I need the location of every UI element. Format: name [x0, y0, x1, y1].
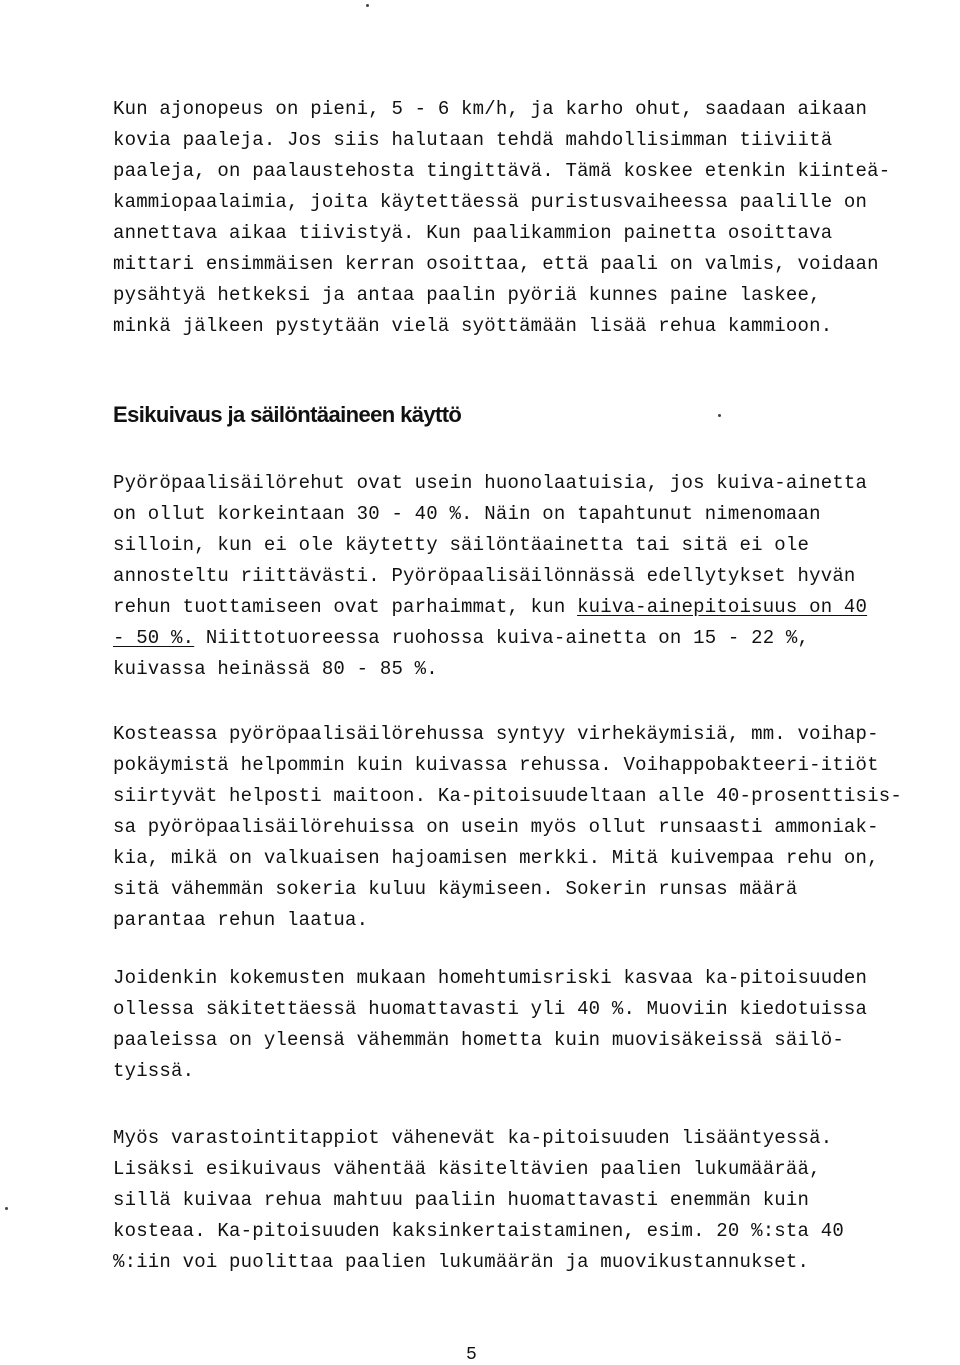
- scan-speck: [5, 1207, 8, 1210]
- underlined-text: kuiva-ainepitoisuus on 40: [577, 596, 868, 618]
- text-line: mittari ensimmäisen kerran osoittaa, että paali on valmis, voidaan: [113, 253, 879, 275]
- text-line: sitä vähemmän sokeria kuluu käymiseen. Sokerin runsas määrä: [113, 878, 798, 900]
- text-line: sa pyöröpaalisäilörehuissa on usein myös ollut runsaasti ammoniak-: [113, 816, 879, 838]
- text-line: annosteltu riittävästi. Pyöröpaalisäilönnässä edellytykset hyvän: [113, 565, 856, 587]
- text-line: pysähtyä hetkeksi ja antaa paalin pyöriä kunnes paine laskee,: [113, 284, 821, 306]
- scan-speck: [366, 4, 369, 7]
- text-line: silloin, kun ei ole käytetty säilöntäainetta tai sitä ei ole: [113, 534, 810, 556]
- text-line: kia, mikä on valkuaisen hajoamisen merkki. Mitä kuivempaa rehu on,: [113, 847, 879, 869]
- text-line: Kosteassa pyöröpaalisäilörehussa syntyy virhekäymisiä, mm. voihap-: [113, 723, 879, 745]
- underlined-text: - 50 %.: [113, 627, 195, 649]
- text-line: Pyöröpaalisäilörehut ovat usein huonolaatuisia, jos kuiva-ainetta: [113, 472, 868, 494]
- text-line: %:iin voi puolittaa paalien lukumäärän ja muovikustannukset.: [113, 1251, 810, 1273]
- text-line: sillä kuivaa rehua mahtuu paaliin huomattavasti enemmän kuin: [113, 1189, 810, 1211]
- text-line: Myös varastointitappiot vähenevät ka-pitoisuuden lisääntyessä.: [113, 1127, 833, 1149]
- text-line: kuivassa heinässä 80 - 85 %.: [113, 658, 438, 680]
- text-line: paaleja, on paalaustehosta tingittävä. Tämä koskee etenkin kiinteä-: [113, 160, 891, 182]
- text-line: annettava aikaa tiivistyä. Kun paalikammion painetta osoittava: [113, 222, 833, 244]
- text-line: pokäymistä helpommin kuin kuivassa rehussa. Voihappobakteeri-itiöt: [113, 754, 879, 776]
- text-line: parantaa rehun laatua.: [113, 909, 369, 931]
- text-segment: rehun tuottamiseen ovat parhaimmat, kun: [113, 596, 578, 618]
- text-line: Kun ajonopeus on pieni, 5 - 6 km/h, ja karho ohut, saadaan aikaan: [113, 98, 868, 120]
- text-line: ollessa säkitettäessä huomattavasti yli 40 %. Muoviin kiedotuissa: [113, 998, 868, 1020]
- text-line: Lisäksi esikuivaus vähentää käsiteltävien paalien lukumäärää,: [113, 1158, 821, 1180]
- text-line: [113, 626, 809, 650]
- text-line: kammiopaalaimia, joita käytettäessä puristusvaiheessa paalille on: [113, 191, 868, 213]
- text-line: kovia paaleja. Jos siis halutaan tehdä mahdollisimman tiiviitä: [113, 129, 833, 151]
- text-line: [113, 595, 867, 619]
- text-line: tyissä.: [113, 1060, 195, 1082]
- page-number: 5: [466, 1345, 477, 1365]
- text-line: kosteaa. Ka-pitoisuuden kaksinkertaistaminen, esim. 20 %:sta 40: [113, 1220, 844, 1242]
- scan-speck: [718, 414, 721, 417]
- text-segment: Niittotuoreessa ruohossa kuiva-ainetta on 15 - 22 %,: [194, 627, 810, 649]
- section-heading: Esikuivaus ja säilöntäaineen käyttö: [113, 402, 462, 427]
- text-line: minkä jälkeen pystytään vielä syöttämään lisää rehua kammioon.: [113, 315, 833, 337]
- text-line: paaleissa on yleensä vähemmän hometta kuin muovisäkeissä säilö-: [113, 1029, 844, 1051]
- text-line: Joidenkin kokemusten mukaan homehtumisriski kasvaa ka-pitoisuuden: [113, 967, 868, 989]
- text-line: siirtyvät helposti maitoon. Ka-pitoisuudeltaan alle 40-prosenttisis-: [113, 785, 902, 807]
- text-line: on ollut korkeintaan 30 - 40 %. Näin on tapahtunut nimenomaan: [113, 503, 821, 525]
